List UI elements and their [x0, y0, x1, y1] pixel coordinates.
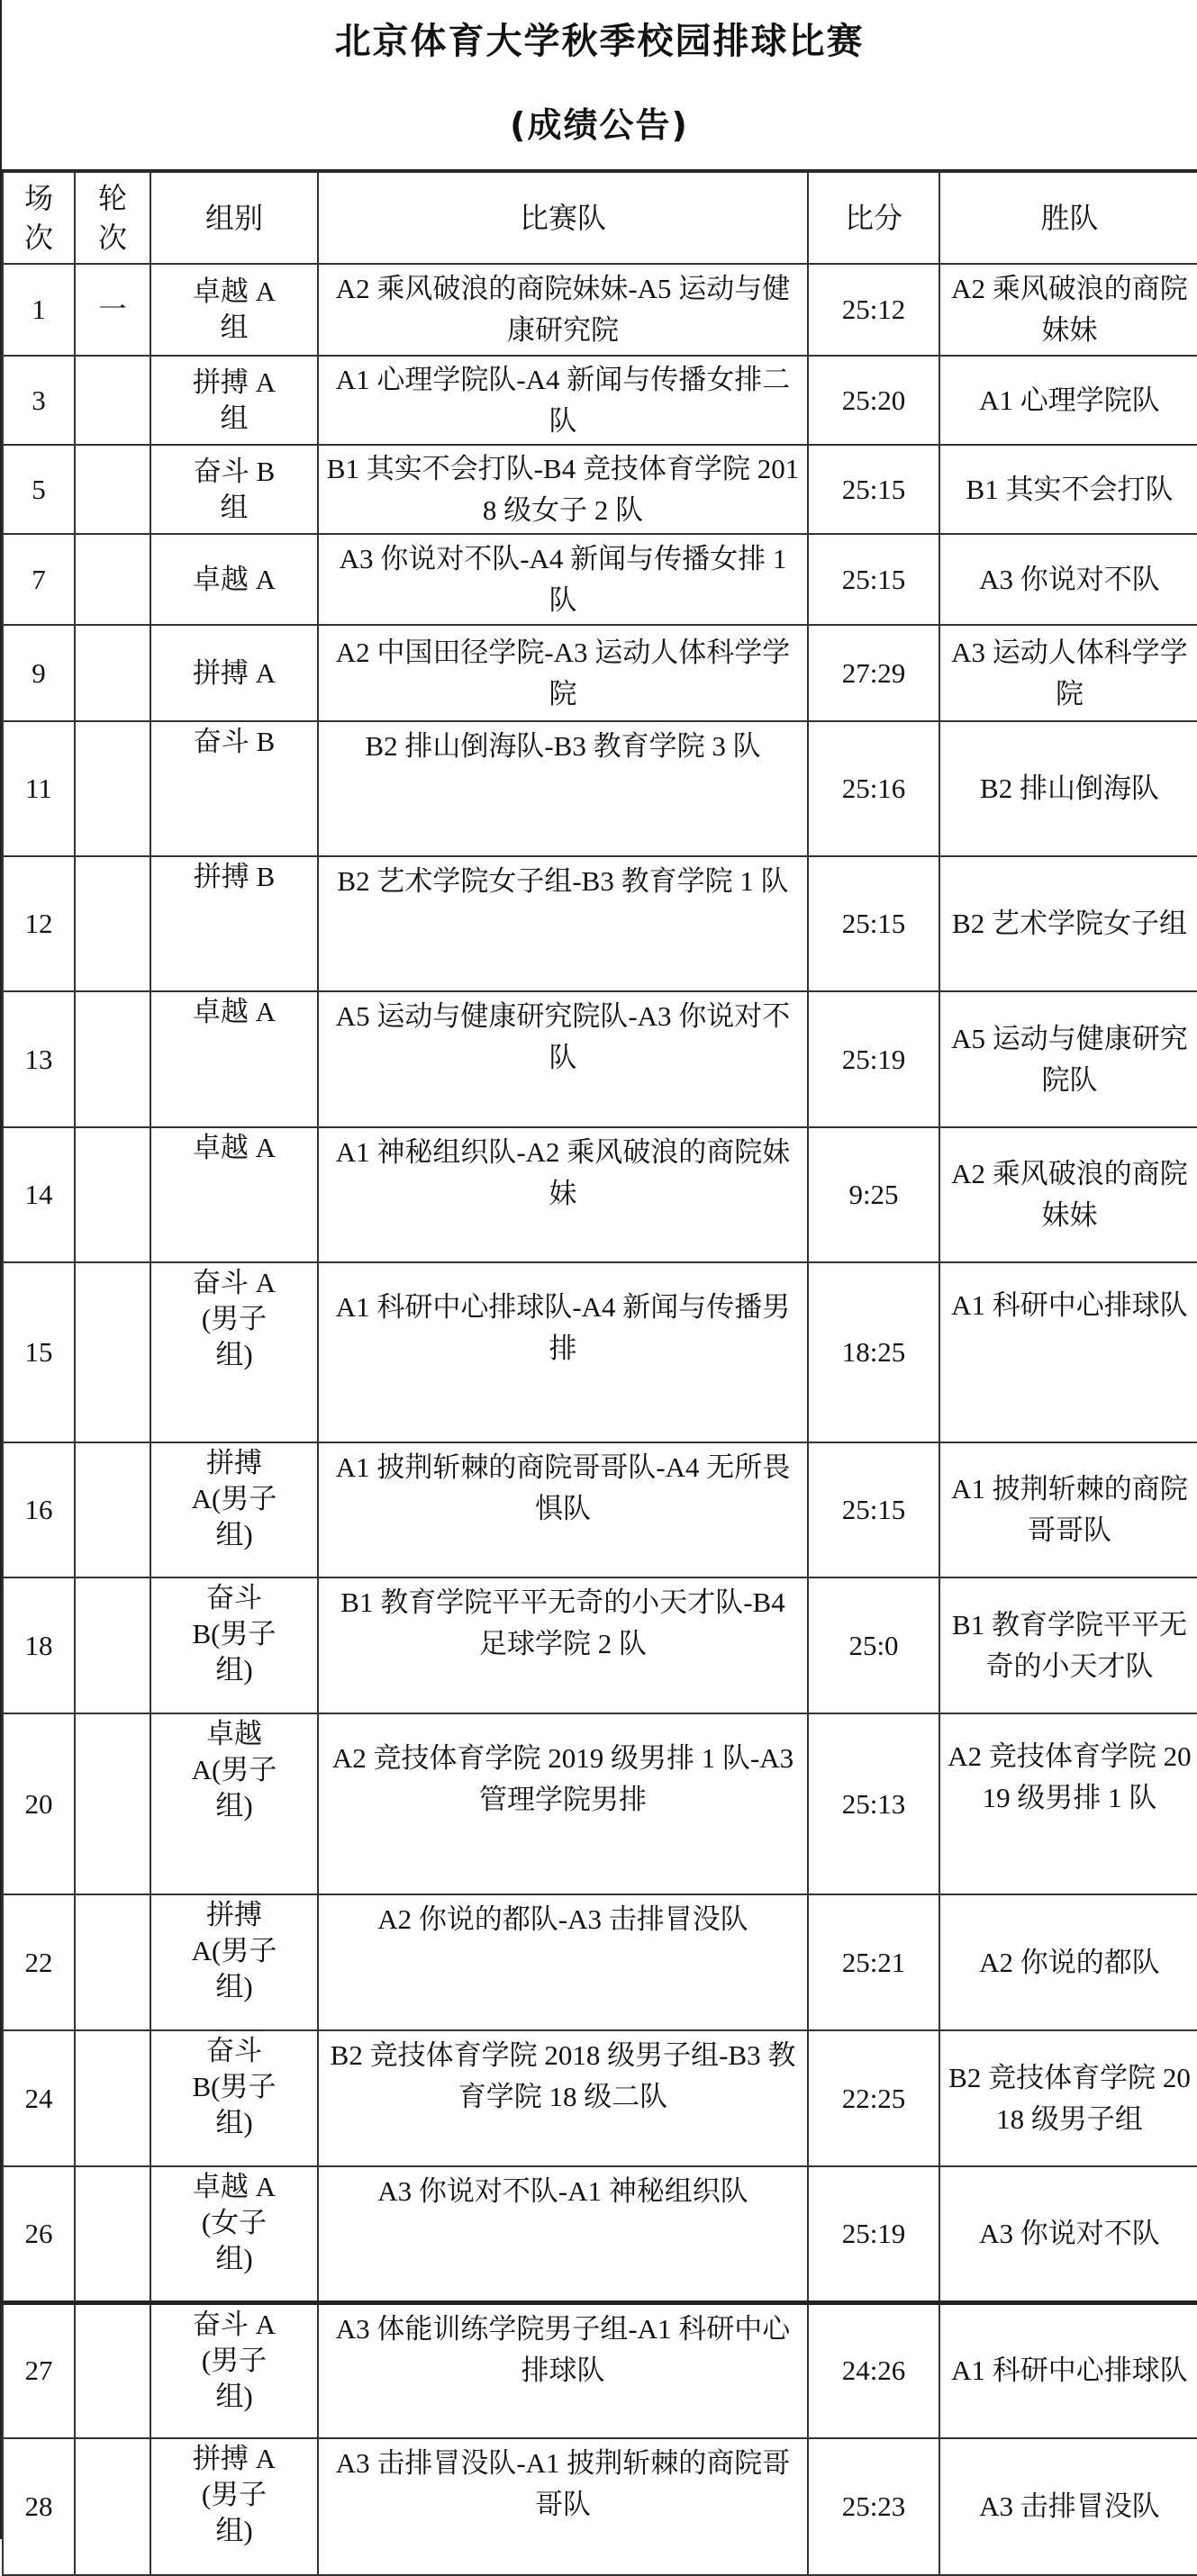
winner-cell: A2 乘风破浪的商院妹妹	[939, 264, 1197, 356]
table-row	[3, 1442, 1197, 1577]
table-row	[3, 2166, 1197, 2302]
match-no-cell: 5	[3, 445, 75, 534]
table-row	[3, 264, 1197, 356]
score-cell: 25:19	[808, 991, 939, 1127]
table-row	[3, 356, 1197, 445]
round-cell	[75, 856, 150, 991]
score-cell: 25:15	[808, 445, 939, 534]
winner-cell: A1 科研中心排球队	[939, 2302, 1197, 2438]
teams-cell: A1 科研中心排球队-A4 新闻与传播男排	[318, 1262, 808, 1442]
header-teams: 比赛队	[318, 172, 808, 264]
table-row	[3, 721, 1197, 856]
teams-cell: A1 披荆斩棘的商院哥哥队-A4 无所畏惧队	[318, 1442, 808, 1577]
page-subtitle: (成绩公告)	[510, 105, 689, 145]
teams-cell: A2 乘风破浪的商院妹妹-A5 运动与健康研究院	[318, 264, 808, 356]
table-row	[3, 856, 1197, 991]
group-cell: 拼搏 A 组	[150, 356, 318, 445]
group-cell: 卓越 A(男子 组)	[150, 1713, 318, 1894]
page-title: 北京体育大学秋季校园排球比赛	[334, 21, 865, 62]
match-no-cell: 22	[3, 1894, 75, 2030]
winner-cell: A2 乘风破浪的商院妹妹	[939, 1127, 1197, 1262]
match-no-cell: 27	[3, 2302, 75, 2438]
match-no-cell: 1	[3, 264, 75, 356]
group-cell: 卓越 A	[150, 534, 318, 625]
teams-cell: A2 竞技体育学院 2019 级男排 1 队-A3 管理学院男排	[318, 1713, 808, 1894]
match-no-cell: 28	[3, 2438, 75, 2575]
group-cell: 奋斗 B(男子 组)	[150, 1577, 318, 1713]
winner-cell: A5 运动与健康研究院队	[939, 991, 1197, 1127]
teams-cell: A3 你说对不队-A4 新闻与传播女排 1 队	[318, 534, 808, 625]
score-cell: 22:25	[808, 2030, 939, 2166]
teams-cell: B2 排山倒海队-B3 教育学院 3 队	[318, 721, 808, 856]
round-cell	[75, 1577, 150, 1713]
round-cell	[75, 356, 150, 445]
group-cell: 拼搏 A	[150, 625, 318, 721]
round-cell	[75, 2438, 150, 2575]
round-cell	[75, 1713, 150, 1894]
group-cell: 奋斗 A (男子 组)	[150, 1262, 318, 1442]
header-row	[3, 172, 1197, 264]
winner-cell: B1 其实不会打队	[939, 445, 1197, 534]
header-score: 比分	[808, 172, 939, 264]
round-cell	[75, 2030, 150, 2166]
teams-cell: A2 中国田径学院-A3 运动人体科学学院	[318, 625, 808, 721]
score-cell: 25:16	[808, 721, 939, 856]
round-cell	[75, 721, 150, 856]
round-cell	[75, 1262, 150, 1442]
score-cell: 25:15	[808, 1442, 939, 1577]
match-no-cell: 9	[3, 625, 75, 721]
teams-cell: A5 运动与健康研究院队-A3 你说对不队	[318, 991, 808, 1127]
table-row	[3, 1577, 1197, 1713]
score-cell: 27:29	[808, 625, 939, 721]
winner-cell: B2 排山倒海队	[939, 721, 1197, 856]
round-cell	[75, 445, 150, 534]
group-cell: 拼搏 A (男子 组)	[150, 2438, 318, 2575]
round-cell	[75, 625, 150, 721]
winner-cell: A3 你说对不队	[939, 2166, 1197, 2302]
table-row	[3, 534, 1197, 625]
match-no-cell: 15	[3, 1262, 75, 1442]
match-no-cell: 14	[3, 1127, 75, 1262]
results-body	[3, 264, 1197, 2575]
title-block	[2, 0, 1197, 171]
score-cell: 25:13	[808, 1713, 939, 1894]
header-round: 轮 次	[75, 172, 150, 264]
winner-cell: A2 竞技体育学院 2019 级男排 1 队	[939, 1713, 1197, 1894]
table-row	[3, 625, 1197, 721]
score-cell: 18:25	[808, 1262, 939, 1442]
score-cell: 25:20	[808, 356, 939, 445]
match-no-cell: 20	[3, 1713, 75, 1894]
round-cell	[75, 1894, 150, 2030]
winner-cell: B2 竞技体育学院 2018 级男子组	[939, 2030, 1197, 2166]
group-cell: 奋斗 B	[150, 721, 318, 856]
winner-cell: A3 击排冒没队	[939, 2438, 1197, 2575]
winner-cell: B1 教育学院平平无奇的小天才队	[939, 1577, 1197, 1713]
round-cell	[75, 2166, 150, 2302]
table-row	[3, 1894, 1197, 2030]
round-cell	[75, 534, 150, 625]
winner-cell: B2 艺术学院女子组	[939, 856, 1197, 991]
table-row	[3, 1713, 1197, 1894]
score-cell: 24:26	[808, 2302, 939, 2438]
table-row	[3, 1127, 1197, 1262]
score-cell: 25:15	[808, 856, 939, 991]
match-no-cell: 24	[3, 2030, 75, 2166]
table-row	[3, 1262, 1197, 1442]
teams-cell: A3 你说对不队-A1 神秘组织队	[318, 2166, 808, 2302]
group-cell: 卓越 A	[150, 1127, 318, 1262]
group-cell: 拼搏 A(男子 组)	[150, 1894, 318, 2030]
match-no-cell: 26	[3, 2166, 75, 2302]
score-cell: 25:0	[808, 1577, 939, 1713]
winner-cell: A3 运动人体科学学院	[939, 625, 1197, 721]
score-cell: 25:12	[808, 264, 939, 356]
teams-cell: A2 你说的都队-A3 击排冒没队	[318, 1894, 808, 2030]
group-cell: 拼搏 A(男子 组)	[150, 1442, 318, 1577]
group-cell: 卓越 A	[150, 991, 318, 1127]
score-cell: 25:15	[808, 534, 939, 625]
table-row	[3, 2030, 1197, 2166]
match-no-cell: 18	[3, 1577, 75, 1713]
winner-cell: A1 科研中心排球队	[939, 1262, 1197, 1442]
results-table	[2, 171, 1197, 2576]
teams-cell: A1 心理学院队-A4 新闻与传播女排二队	[318, 356, 808, 445]
teams-cell: A3 击排冒没队-A1 披荆斩棘的商院哥哥队	[318, 2438, 808, 2575]
match-no-cell: 3	[3, 356, 75, 445]
header-group: 组别	[150, 172, 318, 264]
round-cell: 一	[75, 264, 150, 356]
score-cell: 25:21	[808, 1894, 939, 2030]
match-no-cell: 16	[3, 1442, 75, 1577]
table-row	[3, 991, 1197, 1127]
group-cell: 奋斗 A (男子 组)	[150, 2302, 318, 2438]
group-cell: 拼搏 B	[150, 856, 318, 991]
match-no-cell: 12	[3, 856, 75, 991]
teams-cell: B1 其实不会打队-B4 竞技体育学院 2018 级女子 2 队	[318, 445, 808, 534]
round-cell	[75, 2302, 150, 2438]
group-cell: 奋斗 B 组	[150, 445, 318, 534]
winner-cell: A2 你说的都队	[939, 1894, 1197, 2030]
teams-cell: B1 教育学院平平无奇的小天才队-B4 足球学院 2 队	[318, 1577, 808, 1713]
match-no-cell: 13	[3, 991, 75, 1127]
round-cell	[75, 991, 150, 1127]
round-cell	[75, 1442, 150, 1577]
header-winner: 胜队	[939, 172, 1197, 264]
teams-cell: B2 竞技体育学院 2018 级男子组-B3 教育学院 18 级二队	[318, 2030, 808, 2166]
score-cell: 9:25	[808, 1127, 939, 1262]
table-row	[3, 2302, 1197, 2438]
group-cell: 奋斗 B(男子 组)	[150, 2030, 318, 2166]
group-cell: 卓越 A (女子 组)	[150, 2166, 318, 2302]
teams-cell: A3 体能训练学院男子组-A1 科研中心排球队	[318, 2302, 808, 2438]
teams-cell: A1 神秘组织队-A2 乘风破浪的商院妹妹	[318, 1127, 808, 1262]
table-row	[3, 2438, 1197, 2575]
score-cell: 25:23	[808, 2438, 939, 2575]
group-cell: 卓越 A 组	[150, 264, 318, 356]
header-match-no: 场 次	[3, 172, 75, 264]
match-no-cell: 7	[3, 534, 75, 625]
teams-cell: B2 艺术学院女子组-B3 教育学院 1 队	[318, 856, 808, 991]
winner-cell: A1 披荆斩棘的商院哥哥队	[939, 1442, 1197, 1577]
match-no-cell: 11	[3, 721, 75, 856]
winner-cell: A1 心理学院队	[939, 356, 1197, 445]
score-cell: 25:19	[808, 2166, 939, 2302]
winner-cell: A3 你说对不队	[939, 534, 1197, 625]
table-row	[3, 445, 1197, 534]
round-cell	[75, 1127, 150, 1262]
